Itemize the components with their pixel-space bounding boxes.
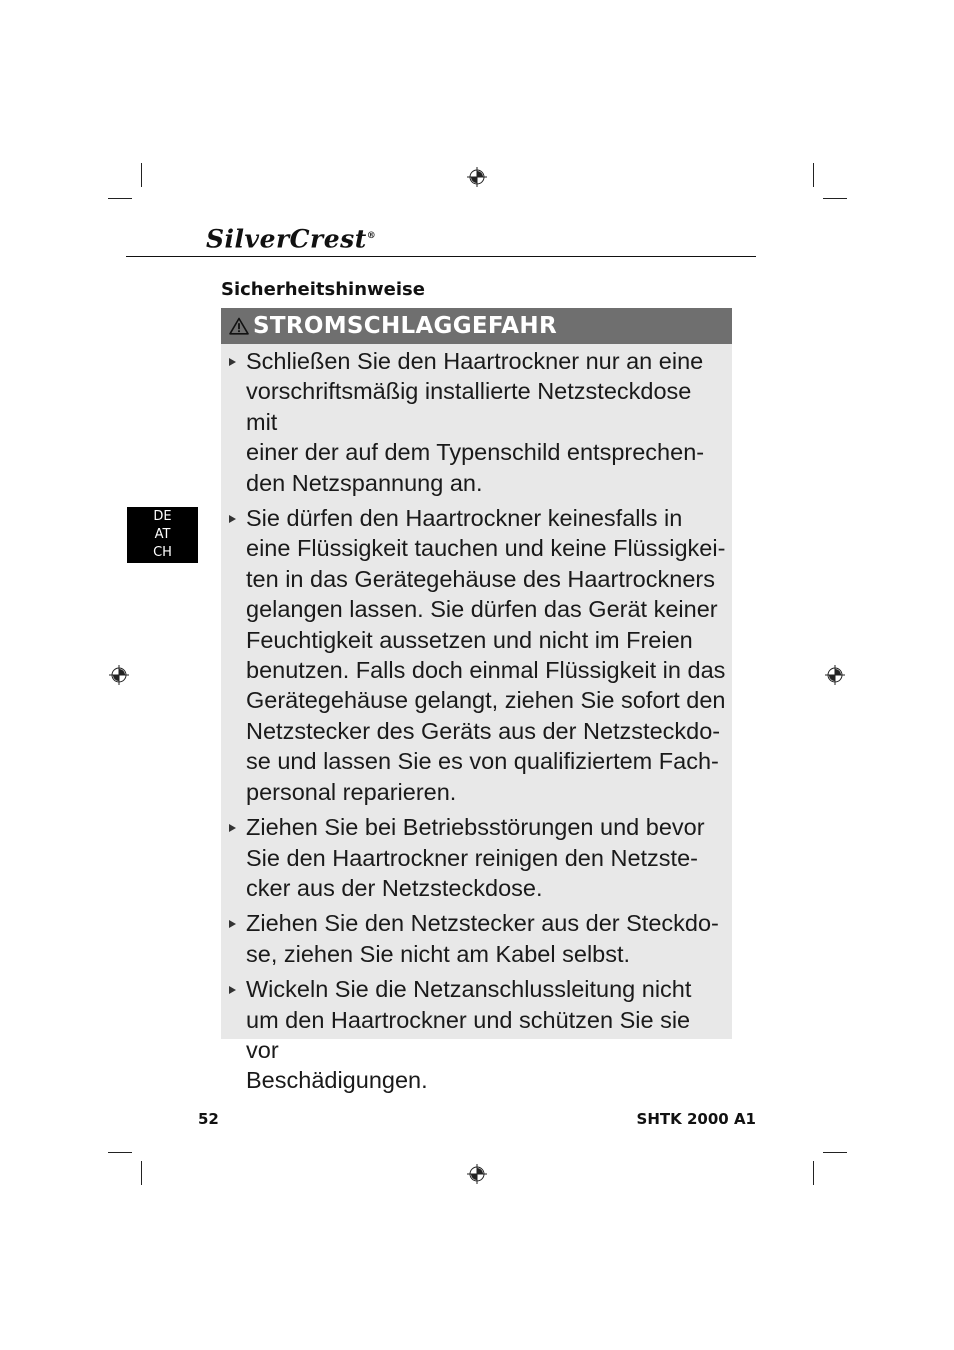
list-item-text: Wickeln Sie die Netzanschlussleitung nicht um den Haartrockner und schützen Sie sie vor Beschädigungen.	[246, 976, 692, 1094]
list-item-text: Ziehen Sie den Netzstecker aus der Steckdo- se, ziehen Sie nicht am Kabel selbst.	[246, 910, 719, 967]
bullet-arrow-icon	[229, 824, 236, 832]
section-title: Sicherheitshinweise	[221, 279, 425, 300]
crop-mark-bottom-right-vertical	[813, 1161, 814, 1185]
registration-mark-icon	[467, 167, 487, 187]
registered-mark: ®	[366, 231, 377, 241]
list-item-text: Sie dürfen den Haartrockner keinesfalls in eine Flüssigkeit tauchen und keine Flüssigkei- ten in das Gerätegehäuse des Haartrockners gelangen lassen. Sie dürfen das Gerät keiner Feuchtigkeit aussetzen und nicht im Freien benutzen. Falls doch einmal Flüssigkeit in das Gerätegehäuse gelangt, ziehen Sie sofort den Netzstecker des Geräts aus der Netzsteckdo- se und lassen Sie es von qualifiziertem Fach- personal reparieren.	[246, 505, 726, 805]
crop-mark-top-right-horizontal	[823, 198, 847, 199]
crop-mark-bottom-right-horizontal	[823, 1152, 847, 1153]
crop-mark-bottom-left-vertical	[141, 1161, 142, 1185]
brand-logo	[206, 222, 376, 253]
list-item	[226, 908, 728, 969]
warning-header	[221, 308, 732, 344]
language-code: AT	[154, 527, 171, 542]
list-item	[226, 346, 728, 498]
list-item	[226, 974, 728, 1096]
crop-mark-top-left-vertical	[141, 163, 142, 187]
registration-mark-icon	[109, 665, 129, 685]
list-item	[226, 812, 728, 903]
header-rule	[126, 256, 756, 257]
page-number: 52	[198, 1110, 219, 1128]
crop-mark-top-right-vertical	[813, 163, 814, 187]
bullet-arrow-icon	[229, 358, 236, 366]
list-item-text: Ziehen Sie bei Betriebsstörungen und bevor Sie den Haartrockner reinigen den Netzste- cker aus der Netzsteckdose.	[246, 814, 705, 901]
bullet-arrow-icon	[229, 986, 236, 994]
crop-mark-top-left-horizontal	[108, 198, 132, 199]
warning-title: STROMSCHLAGGEFAHR	[253, 313, 557, 339]
bullet-arrow-icon	[229, 920, 236, 928]
language-tab	[127, 507, 198, 563]
registration-mark-icon	[467, 1164, 487, 1184]
list-item-text: Schließen Sie den Haartrockner nur an eine vorschriftsmäßig installierte Netzsteckdose mit einer der auf dem Typenschild entsprechen- den Netzspannung an.	[246, 348, 705, 496]
list-item	[226, 503, 728, 807]
bullet-arrow-icon	[229, 515, 236, 523]
language-code: DE	[153, 509, 172, 524]
language-code: CH	[153, 545, 172, 560]
crop-mark-bottom-left-horizontal	[108, 1152, 132, 1153]
registration-mark-icon	[825, 665, 845, 685]
safety-instruction-list	[226, 346, 728, 1101]
brand-name: SilverCrest	[206, 224, 367, 254]
model-number: SHTK 2000 A1	[636, 1110, 756, 1128]
warning-triangle-icon	[229, 317, 249, 335]
